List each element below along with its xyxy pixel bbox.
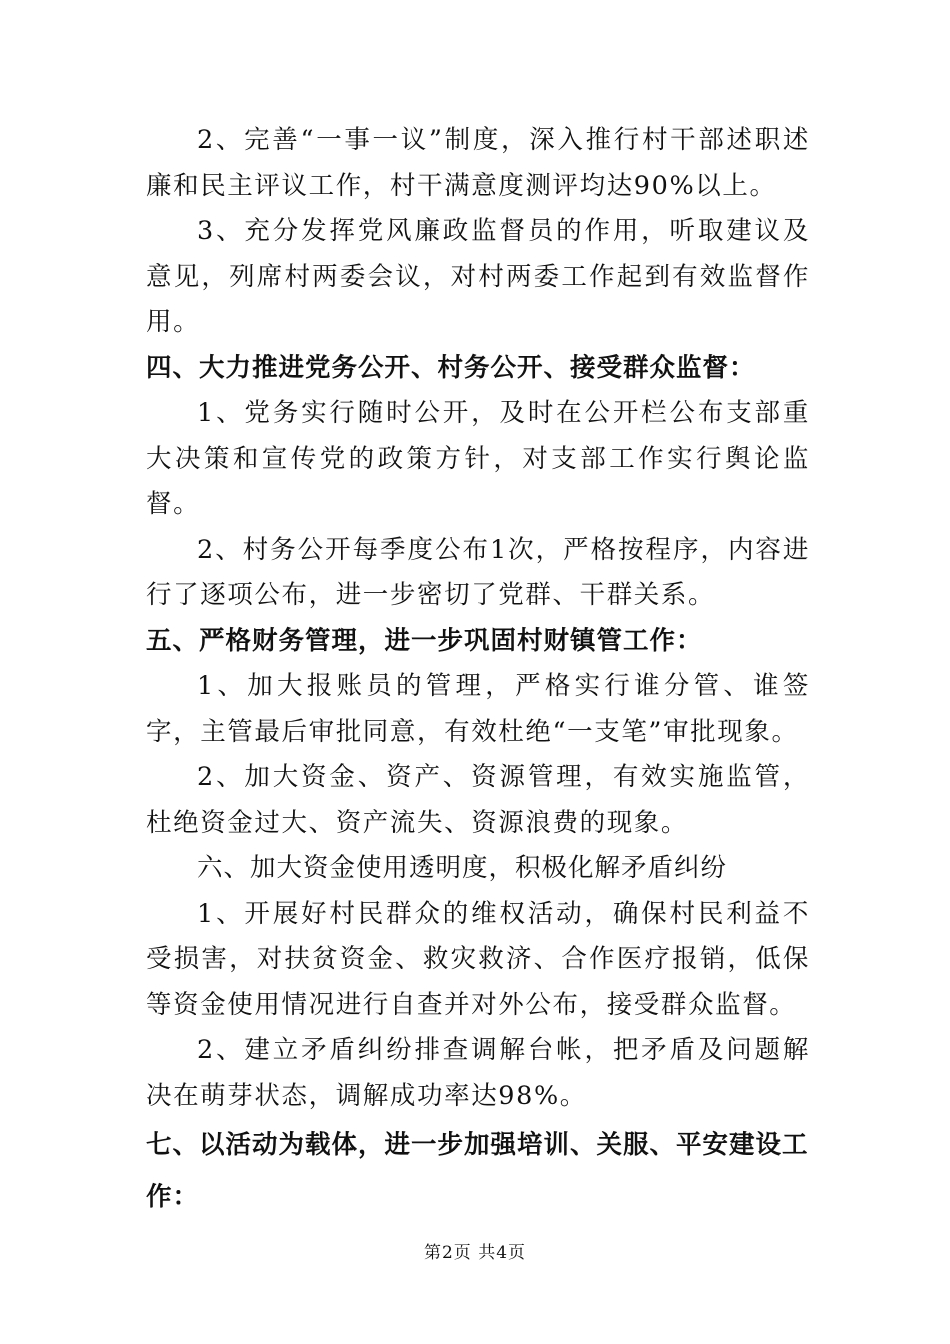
- paragraph-item-3-supervisor: 3、充分发挥党风廉政监督员的作用，听取建议及意见，列席村两委会议，对村两委工作起到有效监督作用。: [146, 216, 810, 337]
- paragraph-item-2-evaluation: 2、完善“一事一议”制度，深入推行村干部述职述廉和民主评议工作，村干满意度测评均达90%以上。: [146, 125, 810, 201]
- page-number-footer: 第2页 共4页: [423, 1243, 527, 1263]
- paragraph-rights-protection: 1、开展好村民群众的维权活动，确保村民利益不受损害，对扶贫资金、救灾救济、合作医疗报销，低保等资金使用情况进行自查并对外公布，接受群众监督。: [146, 898, 810, 1020]
- section-heading-7: 七、以活动为载体，进一步加强培训、关服、平安建设工作：: [146, 1130, 809, 1212]
- section-heading-4: 四、大力推进党务公开、村务公开、接受群众监督：: [146, 352, 756, 383]
- paragraph-accountant-management: 1、加大报账员的管理，严格实行谁分管、谁签字，主管最后审批同意，有效杜绝“一支笔”审批现象。: [146, 671, 810, 747]
- paragraph-dispute-mediation: 2、建立矛盾纠纷排查调解台帐，把矛盾及问题解决在萌芽状态，调解成功率达98%。: [146, 1035, 810, 1111]
- paragraph-asset-management: 2、加大资金、资产、资源管理，有效实施监管，杜绝资金过大、资产流失、资源浪费的现象。: [146, 762, 810, 838]
- document-body: [146, 118, 810, 1223]
- paragraph-party-affairs-public: 1、党务实行随时公开，及时在公开栏公布支部重大决策和宣传党的政策方针，对支部工作实行舆论监督。: [146, 398, 810, 519]
- section-heading-5: 五、严格财务管理，进一步巩固村财镇管工作：: [146, 625, 703, 656]
- section-heading-6: 六、加大资金使用透明度，积极化解矛盾纠纷: [197, 853, 728, 883]
- paragraph-village-affairs-public: 2、村务公开每季度公布1次，严格按程序，内容进行了逐项公布，进一步密切了党群、干群关系。: [146, 534, 810, 610]
